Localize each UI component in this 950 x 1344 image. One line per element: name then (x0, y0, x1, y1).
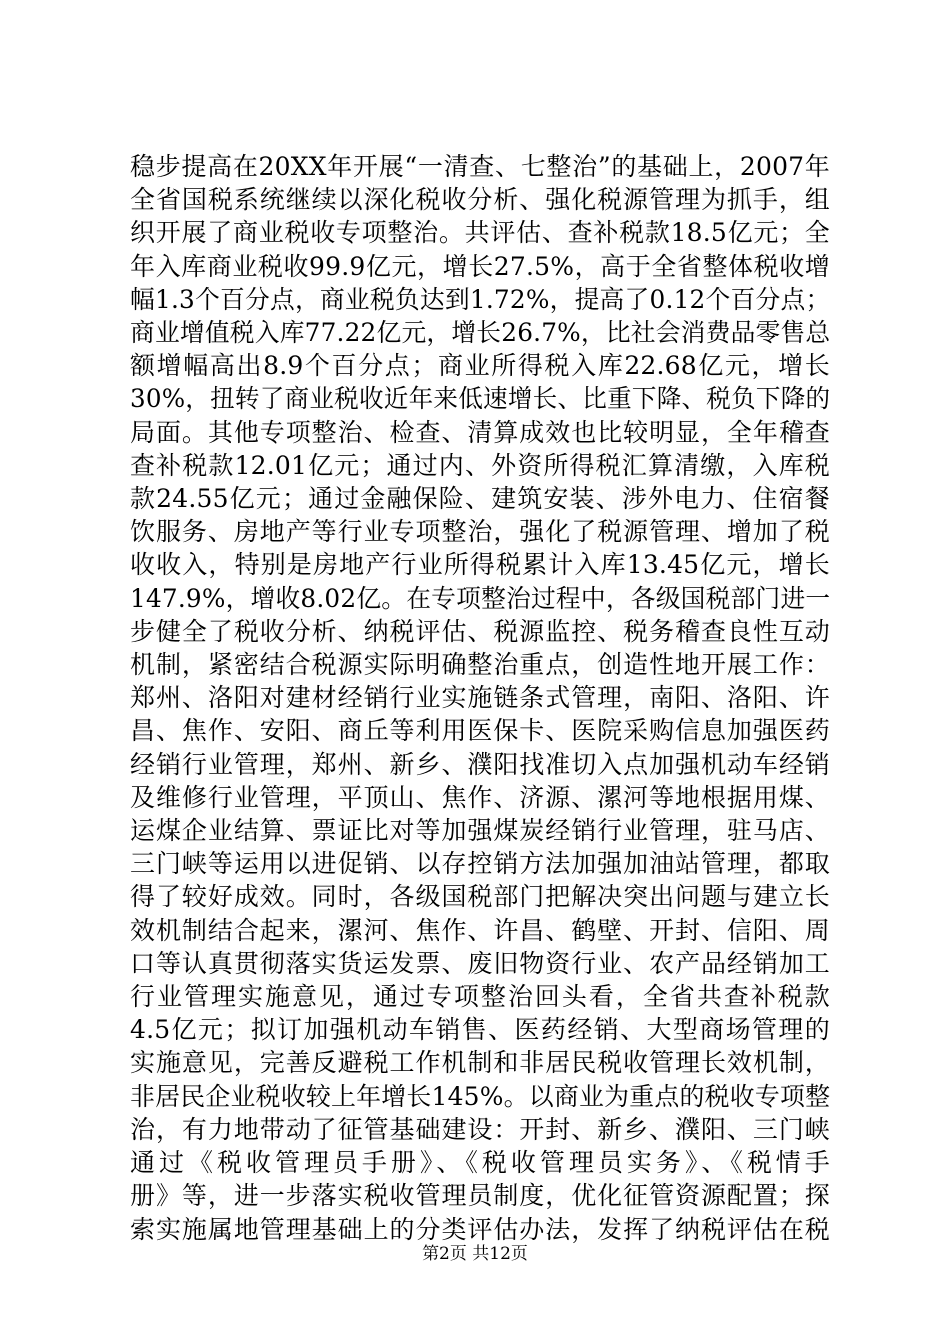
text-line: 治，有力地带动了征管基础建设：开封、新乡、濮阳、三门峡 (130, 1114, 830, 1144)
text-line: 昌、焦作、安阳、商丘等利用医保卡、医院采购信息加强医药 (130, 716, 830, 746)
text-line: 款24.55亿元；通过金融保险、建筑安装、涉外电力、住宿餐 (130, 484, 830, 514)
text-line: 局面。其他专项整治、检查、清算成效也比较明显，全年稽查 (130, 417, 830, 447)
text-line: 查补税款12.01亿元；通过内、外资所得税汇算清缴，入库税 (130, 450, 830, 480)
text-line: 稳步提高在20XX年开展“一清查、七整治”的基础上，2007年 (130, 152, 830, 181)
text-line: 机制，紧密结合税源实际明确整治重点，创造性地开展工作： (130, 650, 830, 680)
text-line: 册》等，进一步落实税收管理员制度，优化征管资源配置；探 (130, 1181, 830, 1211)
text-line: 非居民企业税收较上年增长145%。以商业为重点的税收专项整 (130, 1081, 831, 1111)
text-line: 口等认真贯彻落实货运发票、废旧物资行业、农产品经销加工 (130, 948, 830, 978)
text-line: 经销行业管理，郑州、新乡、濮阳找准切入点加强机动车经销 (130, 749, 830, 779)
body-paragraph (130, 150, 830, 1246)
text-line: 年入库商业税收99.9亿元，增长27.5%，高于全省整体税收增 (130, 251, 830, 281)
text-line: 步健全了税收分析、纳税评估、税源监控、税务稽查良性互动 (130, 616, 830, 646)
text-line: 147.9%，增收8.02亿。在专项整治过程中，各级国税部门进一 (130, 583, 831, 613)
text-line: 实施意见，完善反避税工作机制和非居民税收管理长效机制， (130, 1048, 830, 1078)
text-line: 行业管理实施意见，通过专项整治回头看，全省共查补税款 (130, 982, 830, 1012)
text-line: 幅1.3个百分点，商业税负达到1.72%，提高了0.12个百分点； (130, 284, 831, 314)
text-line: 额增幅高出8.9个百分点；商业所得税入库22.68亿元，增长 (130, 351, 830, 381)
text-line: 效机制结合起来，漯河、焦作、许昌、鹤壁、开封、信阳、周 (130, 915, 830, 945)
text-line: 通过《税收管理员手册》、《税收管理员实务》、《税情手 (130, 1148, 830, 1178)
text-line: 4.5亿元；拟订加强机动车销售、医药经销、大型商场管理的 (130, 1015, 830, 1045)
text-line: 及维修行业管理，平顶山、焦作、济源、漯河等地根据用煤、 (130, 782, 830, 812)
text-line: 运煤企业结算、票证比对等加强煤炭经销行业管理，驻马店、 (130, 816, 830, 846)
text-line: 饮服务、房地产等行业专项整治，强化了税源管理、增加了税 (130, 517, 830, 547)
text-line: 收收入，特别是房地产行业所得税累计入库13.45亿元，增长 (130, 550, 830, 580)
text-line: 全省国税系统继续以深化税收分析、强化税源管理为抓手，组 (130, 185, 830, 215)
text-line: 织开展了商业税收专项整治。共评估、查补税款18.5亿元；全 (130, 218, 830, 248)
text-line: 得了较好成效。同时，各级国税部门把解决突出问题与建立长 (130, 882, 830, 912)
text-line: 三门峡等运用以进促销、以存控销方法加强加油站管理，都取 (130, 849, 830, 879)
page-footer: 第2页 共12页 (422, 1244, 528, 1264)
text-line: 30%，扭转了商业税收近年来低速增长、比重下降、税负下降的 (130, 384, 831, 414)
text-line: 郑州、洛阳对建材经销行业实施链条式管理，南阳、洛阳、许 (130, 683, 830, 713)
text-line: 商业增值税入库77.22亿元，增长26.7%，比社会消费品零售总 (130, 318, 831, 348)
text-line: 索实施属地管理基础上的分类评估办法，发挥了纳税评估在税 (130, 1214, 830, 1244)
